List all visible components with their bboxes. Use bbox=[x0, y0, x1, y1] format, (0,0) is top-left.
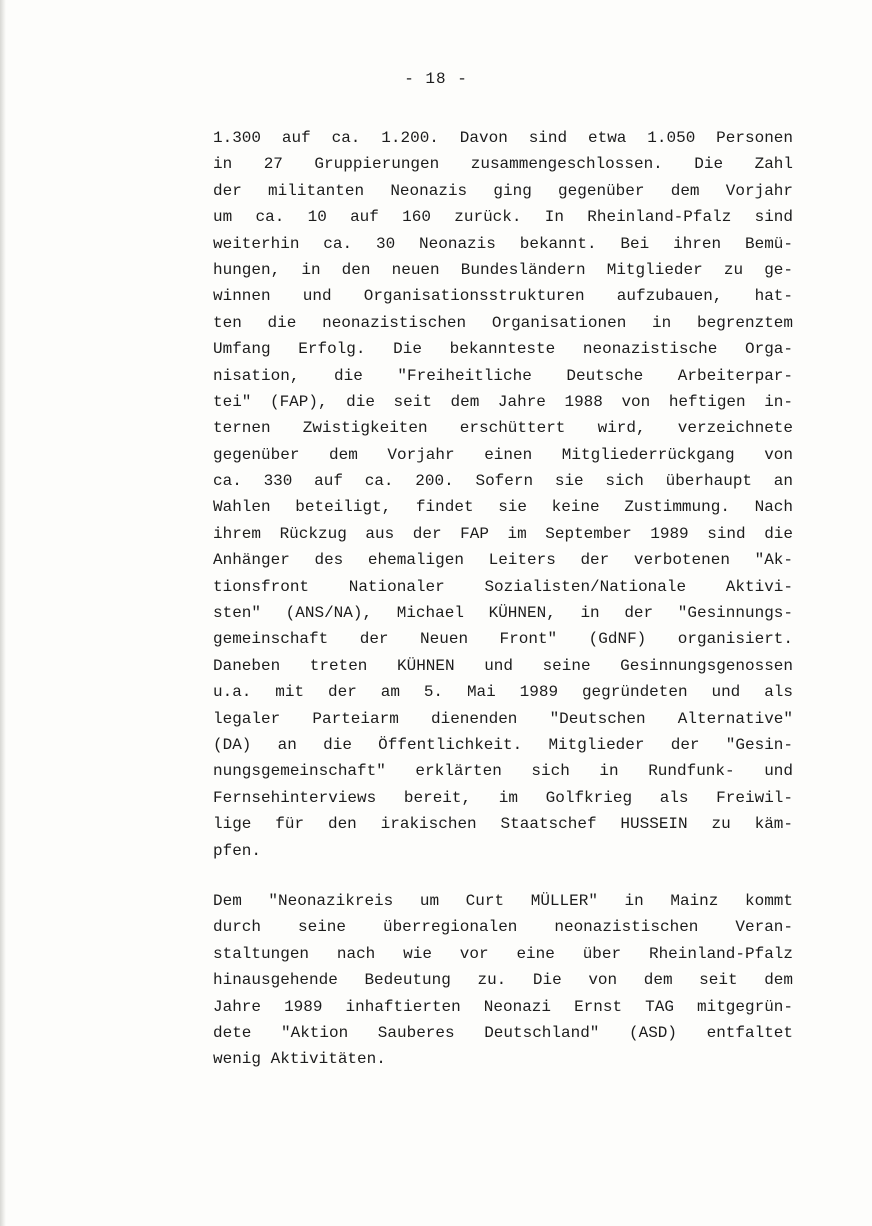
text-line: ihrem Rückzug aus der FAP im September 1989 sind die bbox=[213, 524, 793, 543]
text-line: Jahre 1989 inhaftierten Neonazi Ernst TAG mitgegrün- bbox=[213, 997, 793, 1016]
text-line: sten" (ANS/NA), Michael KÜHNEN, in der "Gesinnungs- bbox=[213, 604, 793, 623]
page-edge bbox=[0, 0, 6, 1226]
page-number: - 18 - bbox=[404, 70, 468, 88]
text-line: pfen. bbox=[213, 841, 262, 860]
text-line: weiterhin ca. 30 Neonazis bekannt. Bei ihren Bemü- bbox=[213, 234, 793, 253]
text-line: 1.300 auf ca. 1.200. Davon sind etwa 1.050 Personen bbox=[213, 129, 793, 147]
text-line: winnen und Organisationsstrukturen aufzubauen, hat- bbox=[213, 287, 793, 306]
text-line: ternen Zwistigkeiten erschüttert wird, verzeichnete bbox=[213, 419, 793, 438]
text-line: in 27 Gruppierungen zusammengeschlossen. Die Zahl bbox=[213, 155, 793, 174]
text-line: legaler Parteiarm dienenden "Deutschen Alternative" bbox=[213, 709, 793, 728]
text-line: gegenüber dem Vorjahr einen Mitgliederrückgang von bbox=[213, 445, 793, 464]
text-line: Anhänger des ehemaligen Leiters der verbotenen "Ak- bbox=[213, 551, 793, 570]
text-line: dete "Aktion Sauberes Deutschland" (ASD) entfaltet bbox=[213, 1023, 793, 1042]
paragraph-neonazikreis-mainz bbox=[213, 888, 793, 1073]
text-line: um ca. 10 auf 160 zurück. In Rheinland-Pfalz sind bbox=[213, 208, 793, 227]
text-line: ten die neonazistischen Organisationen in begrenztem bbox=[213, 313, 793, 332]
text-line: Fernsehinterviews bereit, im Golfkrieg als Freiwil- bbox=[213, 788, 793, 807]
text-line: hinausgehende Bedeutung zu. Die von dem seit dem bbox=[213, 971, 793, 990]
text-line: durch seine überregionalen neonazistischen Veran- bbox=[213, 918, 793, 937]
paragraph-neonazi-organisations bbox=[213, 125, 793, 864]
text-line: tei" (FAP), die seit dem Jahre 1988 von heftigen in- bbox=[213, 392, 793, 411]
text-line: Wahlen beteiligt, findet sie keine Zustimmung. Nach bbox=[213, 498, 793, 517]
text-line: Umfang Erfolg. Die bekannteste neonazistische Orga- bbox=[213, 340, 793, 359]
text-line: lige für den irakischen Staatschef HUSSEIN zu käm- bbox=[213, 815, 793, 834]
text-line: wenig Aktivitäten. bbox=[213, 1050, 386, 1069]
text-line: nisation, die "Freiheitliche Deutsche Arbeiterpar- bbox=[213, 366, 793, 385]
text-line: staltungen nach wie vor eine über Rheinland-Pfalz bbox=[213, 944, 793, 963]
text-line: Dem "Neonazikreis um Curt MÜLLER" in Mainz kommt bbox=[213, 892, 793, 910]
text-line: tionsfront Nationaler Sozialisten/Nationale Aktivi- bbox=[213, 577, 793, 596]
text-line: (DA) an die Öffentlichkeit. Mitglieder der "Gesin- bbox=[213, 735, 793, 754]
text-line: nungsgemeinschaft" erklärten sich in Rundfunk- und bbox=[213, 762, 793, 781]
text-line: ca. 330 auf ca. 200. Sofern sie sich überhaupt an bbox=[213, 472, 793, 491]
text-line: der militanten Neonazis ging gegenüber dem Vorjahr bbox=[213, 181, 793, 200]
text-line: Daneben treten KÜHNEN und seine Gesinnungsgenossen bbox=[213, 656, 793, 675]
text-line: gemeinschaft der Neuen Front" (GdNF) organisiert. bbox=[213, 630, 793, 649]
text-line: u.a. mit der am 5. Mai 1989 gegründeten und als bbox=[213, 683, 793, 702]
text-line: hungen, in den neuen Bundesländern Mitglieder zu ge- bbox=[213, 260, 793, 279]
